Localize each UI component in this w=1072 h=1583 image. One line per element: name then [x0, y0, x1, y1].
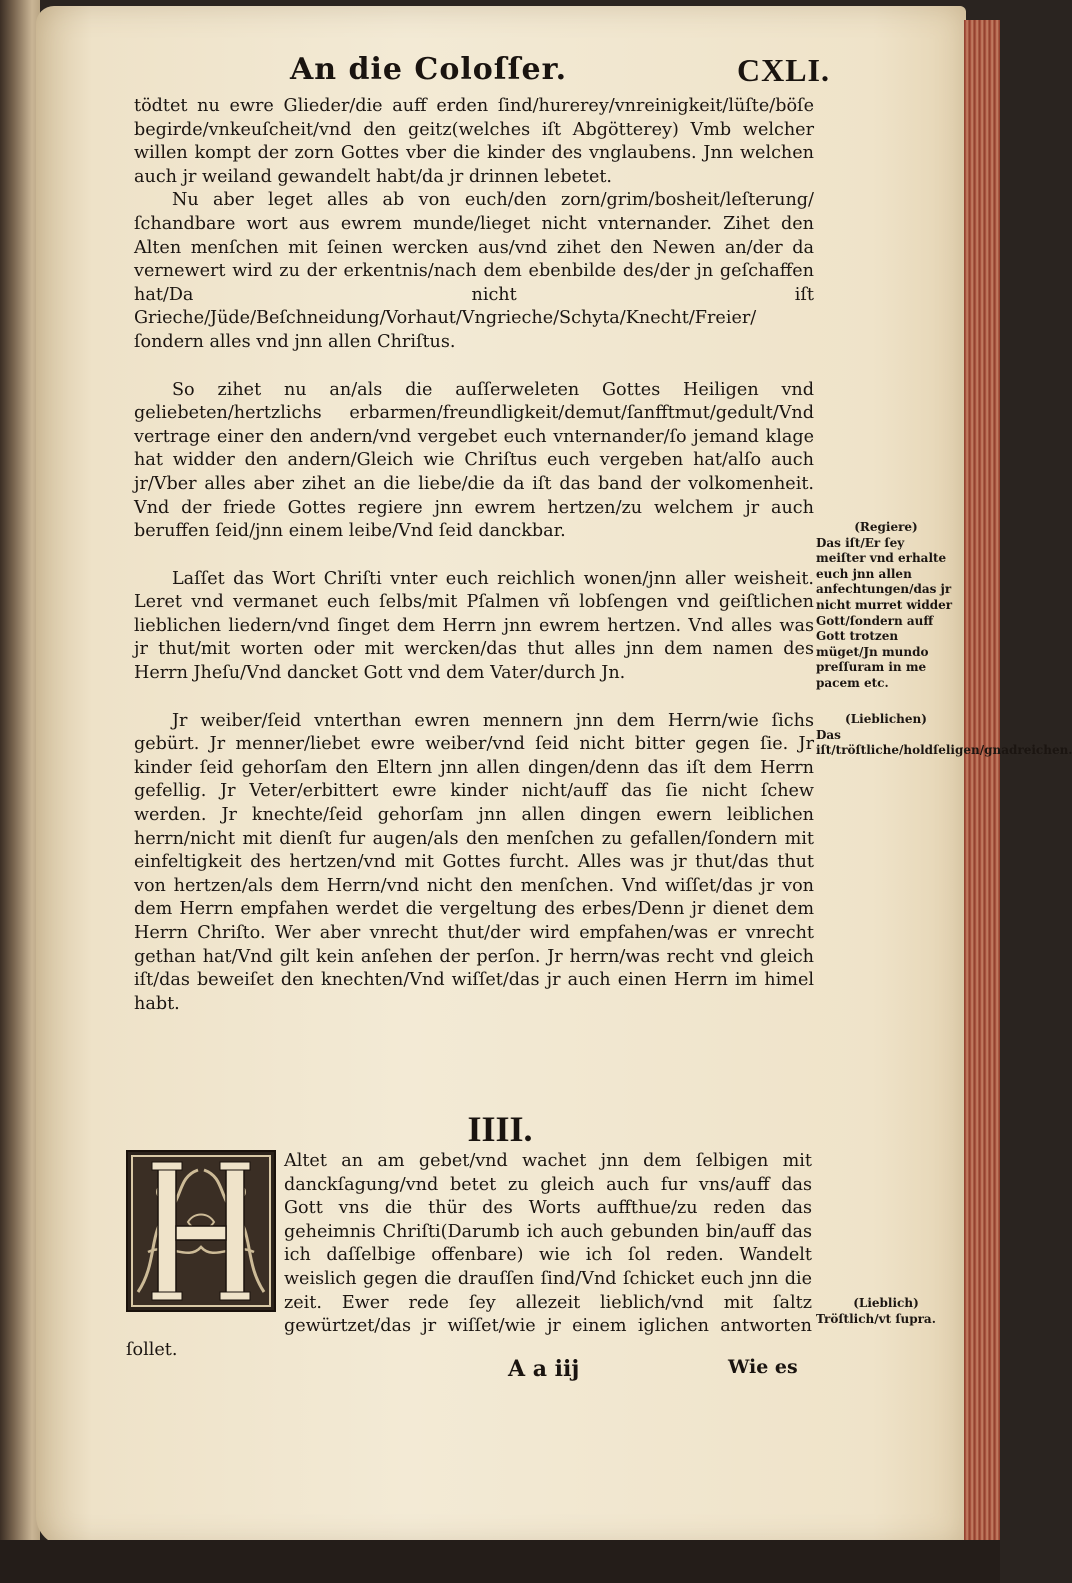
- page-block-edge: [964, 20, 1000, 1560]
- paragraph: Laſſet das Wort Chriſti vnter euch reichlich wonen/jnn aller weisheit. Leret vnd vermanet euch ſelbs/mit Pſalmen vñ lobſengen vnd geiſtlichen lieblichen liedern/vnd ſinget dem Herrn jnn ewrem hertzen. Vnd alles was jr thut/mit worten oder mit wercken/das thut alles jnn dem namen des Herrn Jheſu/Vnd dancket Gott vnd dem Vater/durch Jn.: [134, 568, 814, 684]
- paragraph: So zihet nu an/als die auſſerweleten Gottes Heiligen vnd geliebeten/hertzlichs erbarmen/freundligkeit/demut/ſanfftmut/gedult/Vnd vertrage einer den andern/vnd vergebet euch vnternander/ſo jemand klage hat widder den andern/Gleich wie Chriſtus euch vergeben hat/alſo auch jr/Vber alles aber zihet an die liebe/die da iſt das band der volkomenheit. Vnd der friede Gottes regiere jnn ewrem hertzen/zu welchem jr auch beruffen ſeid/jnn einem leibe/Vnd ſeid danckbar.: [134, 379, 814, 542]
- marginal-gloss: [816, 712, 1072, 759]
- marginal-gloss: [816, 1296, 956, 1327]
- page-header: [290, 52, 830, 98]
- gloss-head: (Lieblich): [853, 1296, 919, 1310]
- folio-number: CXLI.: [736, 52, 830, 88]
- decorated-initial-h-icon: [128, 1152, 274, 1310]
- main-text-column: [134, 95, 814, 1016]
- gloss-head: (Lieblichen): [845, 712, 927, 726]
- marginal-gloss: [816, 520, 956, 692]
- background-shadow: [0, 1540, 1000, 1583]
- paragraph: Jr weiber/ſeid vnterthan ewren mennern jnn dem Herrn/wie ſichs gebürt. Jr menner/liebet ewre weiber/vnd ſeid nicht bitter gegen ſie. Jr kinder ſeid gehorſam den Eltern jnn allen dingen/denn das iſt dem Herrn gefellig. Jr Veter/erbittert ewre kinder nicht/auff das ſie nicht ſchew werden. Jr knechte/ſeid gehorſam jnn allen dingen ewern leiblichen herrn/nicht mit dienſt fur augen/als den menſchen zu gefallen/ſondern mit einfeltigkeit des hertzen/vnd mit Gottes furcht. Alles was jr thut/das thut von hertzen/als dem Herrn/vnd nicht den menſchen. Vnd wiſſet/das jr von dem Herrn empfahen werdet die vergeltung des erbes/Denn jr dienet dem Herrn Chriſto. Wer aber vnrecht thut/der wird empfahen/was er vnrecht gethan hat/Vnd gilt kein anſehen der perſon. Jr herrn/was recht vnd gleich iſt/das beweiſet den knechten/Vnd wiſſet/das jr auch einen Herrn im himel habt.: [134, 710, 814, 1014]
- gloss-text: Das iſt/Er ſey meiſter vnd erhalte euch jnn allen anfechtungen/das jr nicht murret widder Gott/ſondern auff Gott trotzen müget/Jn mundo preſſuram in me pacem etc.: [816, 535, 953, 690]
- running-title: An die Coloſſer.: [290, 52, 568, 87]
- paragraph: Nu aber leget alles ab von euch/den zorn/grim/bosheit/leſterung/ſchandbare wort aus ewrem munde/lieget nicht vnternander. Zihet den Alten menſchen mit ſeinen wercken aus/vnd zihet den Newen an/der da vernewert wird zu der erkentnis/nach dem ebenbilde des/der jn geſchaffen hat/Da nicht iſt Grieche/Jüde/Beſchneidung/Vorhaut/Vngrieche/Schyta/Knecht/Freier/ſondern alles vnd jnn allen Chriſtus.: [134, 190, 814, 352]
- gloss-head: (Regiere): [854, 520, 918, 534]
- chapter-opening: [126, 1150, 812, 1362]
- gloss-text: Tröſtlich/vt ſupra.: [816, 1311, 936, 1326]
- paragraph-continuation: tödtet nu ewre Glieder/die auff erden ſind/hurerey/vnreinigkeit/lüſte/böſe begirde/vnkeuſcheit/vnd den geitz(welches iſt Abgötterey) Vmb welcher willen kompt der zorn Gottes vber die kinder des vnglaubens. Jnn welchen auch jr weiland gewandelt habt/da jr drinnen lebetet.: [134, 96, 814, 187]
- signature-mark: A a iij: [508, 1356, 580, 1382]
- facing-page-text-fragments: [2, 90, 36, 1490]
- facing-page-edge: [0, 0, 40, 1583]
- catchword: Wie es: [728, 1356, 798, 1378]
- decorated-initial: [126, 1150, 276, 1312]
- chapter-number: IIII.: [467, 1109, 533, 1149]
- chapter-text: Altet an am gebet/vnd wachet jnn dem ſelbigen mit danckſagung/vnd betet zu gleich auch fur vns/auff das Gott vns die thür des Worts auffthue/zu reden das geheimnis Chriſti(Darumb ich auch gebunden bin/auff das ich daſſelbige offenbare) wie ich ſol reden. Wandelt weislich gegen die drauſſen ſind/Vnd ſchicket euch jnn die zeit. Ewer rede ſey allezeit lieblich/vnd mit ſaltz gewürtzet/das jr wiſſet/wie jr einem iglichen antworten ſollet.: [126, 1151, 812, 1360]
- gloss-text: Das iſt/tröſtliche/holdſeligen/gnadreichen.: [816, 727, 1072, 758]
